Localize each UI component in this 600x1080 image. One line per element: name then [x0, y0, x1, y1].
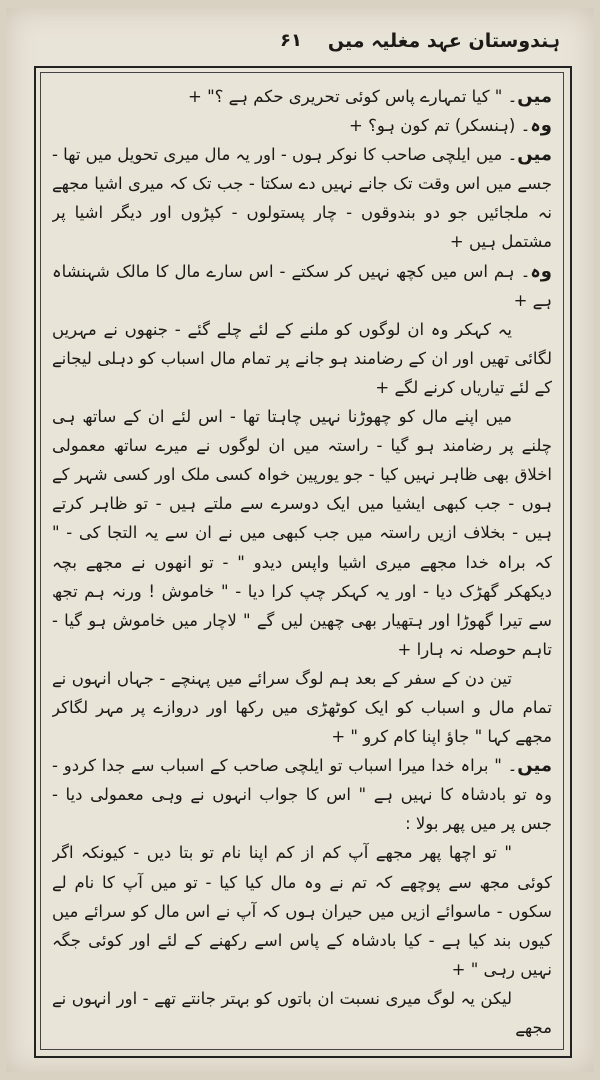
body-text — [52, 82, 552, 1042]
paragraph — [52, 140, 552, 256]
paragraph — [52, 984, 552, 1042]
paragraph — [52, 111, 552, 140]
speaker-label: وہ — [530, 260, 552, 282]
paragraph — [52, 402, 552, 664]
paragraph-text: میں اپنے مال کو چھوڑنا نہیں چاہتا تھا - اس لئے ان کے ساتھ ہی چلنے پر رضامند ہو گیا - راستہ میں ان لوگوں نے میرے ساتھ معمولی اخلاق بھی ظاہر نہیں کیا - جو یورپین خواہ کسی ملک اور کسی شہر کے ہوں - جب کبھی ایشیا میں ایک دوسرے سے ملتے ہیں - تو ظاہر کرتے ہیں - بخلاف ازیں راستہ میں جب کبھی میں نے ان سے یہ التجا کی - " کہ براہ خدا مجھے میری اشیا واپس دیدو " - تو انھوں نے مجھے بچہ دیکھکر گھڑک دیا - اور یہ کہکر چپ کرا دیا - " خاموش ! ورنہ ہم تجھ سے تیرا گھوڑا اور ہتھیار بھی چھین لیں گے " لاچار میں خاموش ہو گیا - تاہم حوصلہ نہ ہارا + — [52, 407, 552, 659]
page-number: ۶۱ — [280, 30, 302, 51]
paragraph-text: ۔ (ہنسکر) تم کون ہو؟ + — [349, 116, 531, 136]
speaker-label: وہ — [530, 115, 552, 137]
speaker-label: میں — [517, 755, 552, 777]
paragraph-text: تین دن کے سفر کے بعد ہم لوگ سرائے میں پہنچے - جہاں انہوں نے تمام مال و اسباب کو ایک کوٹھڑی میں رکھا اور دروازے پر مہر لگاکر مجھے کہا " جاؤ اپنا کام کرو " + — [52, 668, 552, 747]
paragraph-text: ۔ " کیا تمہارے پاس کوئی تحریری حکم ہے ؟" + — [188, 87, 518, 106]
page-header — [30, 24, 570, 64]
paragraph-text: یہ کہکر وہ ان لوگوں کو ملنے کے لئے چلے گئے - جنھوں نے مہریں لگائی تھیں اور ان کے رضامند ہو جانے پر تمام مال اسباب کو دہلی لیجانے کے لئے تیاریاں کرنے لگے + — [52, 319, 552, 397]
speaker-label: میں — [517, 86, 552, 107]
paragraph-text: لیکن یہ لوگ میری نسبت ان باتوں کو بہتر جانتے تھے - اور انہوں نے مجھے — [52, 988, 552, 1037]
running-head: ہندوستان عہد مغلیہ میں — [327, 30, 560, 52]
paragraph — [52, 257, 552, 315]
paragraph-text: ۔ میں ایلچی صاحب کا نوکر ہوں - اور یہ مال میری تحویل میں تھا - جسے میں اس وقت تک جانے نہیں دے سکتا - جب تک کہ میری اشیا مجھے نہ ملجائیں جو دو بندوقوں - چار پستولوں - کپڑوں اور دیگر اشیا پر مشتمل ہیں + — [52, 145, 552, 252]
paragraph — [52, 315, 552, 402]
speaker-label: میں — [517, 144, 552, 166]
paragraph-text: ۔ ہم اس میں کچھ نہیں کر سکتے - اس سارے مال کا مالک شہنشاہ ہے + — [52, 261, 552, 310]
paragraph-text: " تو اچھا پھر مجھے آپ کم از کم اپنا نام تو بتا دیں - کیونکہ اگر کوئی مجھ سے پوچھے کہ تم نے وہ مال کیا کیا - تو میں آپ کا نام لے سکوں - ماسوائے ازیں میں حیران ہوں کہ آپ نے اس مال کو سرائے میں کیوں بند کیا ہے - کیا بادشاہ کے پاس اسے رکھنے کے لئے اور کوئی جگہ نہیں رہی " + — [52, 843, 552, 979]
paragraph — [52, 838, 552, 983]
paragraph — [52, 751, 552, 838]
paragraph — [52, 664, 552, 751]
paragraph-text: ۔ " براہ خدا میرا اسباب تو ایلچی صاحب کے اسباب سے جدا کردو - وہ تو بادشاہ کا نہیں ہے " اس کا جواب انہوں نے وہی معمولی دیا - جس پر میں پھر بولا : — [52, 756, 552, 834]
paragraph — [52, 82, 552, 111]
